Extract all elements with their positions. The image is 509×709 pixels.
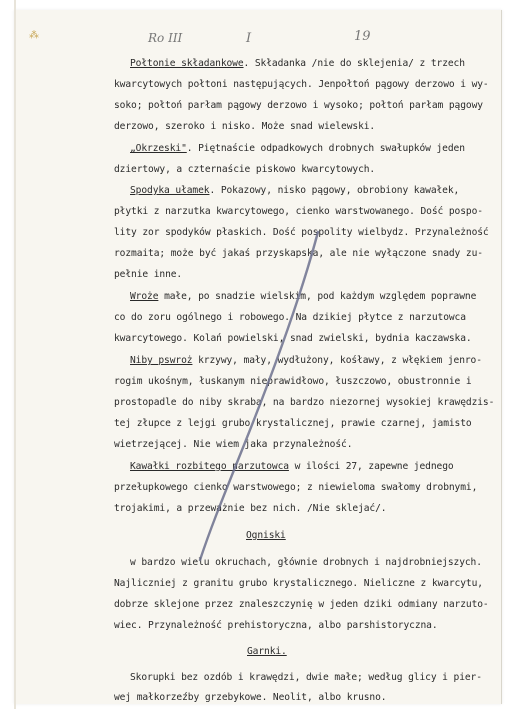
text-line xyxy=(130,461,454,472)
text-run: . Pokazowy, nisko pągowy, obrobiony kawałek, xyxy=(209,185,460,196)
text-line xyxy=(130,291,476,302)
text-run: . Piętnaście odpadkowych drobnych swałupków jeden xyxy=(186,143,465,154)
roman-numeral-mark: I xyxy=(246,31,252,46)
text-line xyxy=(130,143,465,154)
text-line: wiec. Przynależność prehistoryczna, albo parshistoryczna. xyxy=(114,620,438,631)
section-heading: „Okrzeski" xyxy=(130,143,187,154)
section-heading: Połtonie składankowe xyxy=(130,58,244,69)
section-heading: Kawałki rozbitego narzutowca xyxy=(130,461,289,472)
section-heading: Spodyka ułamek xyxy=(130,185,210,196)
text-line: kwarcytowych połtoni następujących. Jenpołtoń pągowy derzowo i wy- xyxy=(114,79,489,90)
text-line: lity zor spodyków płaskich. Dość pospolity wielbydz. Przynależność xyxy=(114,227,489,238)
text-line: przełupkowego cienko warstwowego; z niewieloma swałomy drobnymi, xyxy=(114,482,478,493)
text-line xyxy=(130,58,465,69)
page-number: 19 xyxy=(354,29,371,44)
text-line: Skorupki bez ozdób i krawędzi, dwie małe; według glicy i pier- xyxy=(130,672,482,683)
text-line: derzowo, szeroko i nisko. Może snad wielewski. xyxy=(114,121,376,132)
text-line: płytki z narzutka kwarcytowego, cienko warstwowanego. Dość pospo- xyxy=(114,206,483,217)
text-line: rogim ukośnym, łuskanym nieprawidłowo, łuszczowo, obustronnie i xyxy=(114,376,472,387)
text-line: kwarcytowego. Kolań powielski, snad zwielski, bydnia kaczawska. xyxy=(114,333,472,344)
text-run: . Składanka /nie do sklejenia/ z trzech xyxy=(243,58,465,69)
text-line: rozmaita; może być jakaś przyskapska, ale nie wyłączone snady zu- xyxy=(114,248,483,259)
text-line xyxy=(130,355,482,366)
text-line: soko; połtoń parłam pągowy derzowo i wysoko; połtoń parłam pągowy xyxy=(114,100,483,111)
text-line: wietrzejącej. Nie wiem jaka przynależność. xyxy=(114,439,353,450)
text-line: Najliczniej z granitu grubo krystalicznego. Nieliczne z kwarcytu, xyxy=(114,578,483,589)
section-heading: Niby pswroż xyxy=(130,355,193,366)
text-line: wej małkorzeźby grzebykowe. Neolit, albo krusno. xyxy=(114,692,387,703)
text-line: w bardzo wielu okruchach, głównie drobnych i najdrobniejszych. xyxy=(130,557,482,568)
text-line: prostopadle do niby skraba, na bardzo niezornej wysokiej krawędzis- xyxy=(114,397,495,408)
text-line: trojakimi, a przeważnie bez nich. /Nie sklejać/. xyxy=(114,503,387,514)
text-line xyxy=(130,185,459,196)
text-line: dziertowy, a czternaście piskowo kwarcytowych. xyxy=(114,164,376,175)
archive-reference: Ro III xyxy=(148,31,183,45)
page-edge xyxy=(14,0,16,709)
section-heading: Wroże xyxy=(130,291,159,302)
section-title-garnki: Garnki. xyxy=(247,646,287,657)
text-line: dobrze sklejone przez znaleszczynię w jeden dziki odmiany narzuto- xyxy=(114,599,489,610)
text-line: pełnie inne. xyxy=(114,269,183,280)
text-line: tej złupce z lejgi grubo krystalicznej, prawie czarnej, jamisto xyxy=(114,418,472,429)
section-title-ogniski: Ogniski xyxy=(246,530,286,541)
text-line: co do zoru ogólnego i robowego. Na dzikiej płytce z narzutowca xyxy=(114,312,466,323)
text-run: małe, po snadzie wielskim, pod każdym względem poprawne xyxy=(158,291,477,302)
corner-mark-icon: ⁂ xyxy=(29,30,39,41)
text-run: krzywy, mały, wydłużony, kośławy, z włękiem jenro- xyxy=(192,355,482,366)
text-run: w ilości 27, zapewne jednego xyxy=(288,461,454,472)
